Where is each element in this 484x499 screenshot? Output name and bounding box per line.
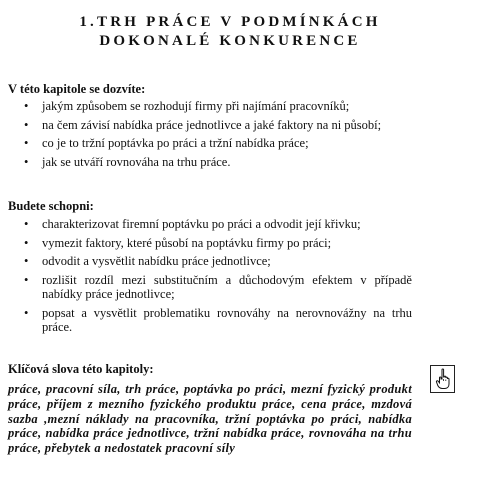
keywords-text: práce, pracovní síla, trh práce, poptávka po práci, mezní fyzický produkt práce, příjem z mezního fyzického produktu práce, cena práce, mzdová sazba ,mezní náklady na pracovníka, tržní poptávka po práci, nabídka práce, nabídka práce jednotlivce, tržní nabídka práce, rovnováha na trhu práce, přebytek a nedostatek pracovní síly (8, 382, 412, 456)
learn-item: • na čem závisí nabídka práce jednotlivce a jaké faktory na ni působí; (24, 117, 382, 132)
keywords-heading: Klíčová slova této kapitoly: (8, 362, 154, 376)
chapter-title-line2: DOKONALÉ KONKURENCE (99, 33, 361, 49)
bullet-icon: • (24, 154, 29, 169)
learn-item: • co je to tržní poptávka po práci a tržní nabídka práce; (24, 136, 309, 150)
chapter-title (0, 13, 460, 51)
able-item: • odvodit a vysvětlit nabídku práce jednotlivce; (24, 254, 271, 268)
bullet-icon: • (24, 136, 29, 150)
learn-item: • jak se utváří rovnováha na trhu práce. (24, 154, 231, 169)
learn-list (20, 99, 412, 173)
bullet-icon: • (24, 235, 29, 250)
able-heading: Budete schopni: (8, 199, 94, 213)
pointing-hand-icon (430, 365, 455, 393)
bullet-icon: • (24, 217, 29, 231)
pointing-hand-glyph (435, 368, 451, 390)
able-item: • vymezit faktory, které působí na poptávku firmy po práci; (24, 235, 332, 250)
able-item: • rozlišit rozdíl mezi substitučním a důchodovým efektem v případě nabídky práce jednotlivce; (24, 272, 412, 301)
chapter-title-line1: 1.TRH PRÁCE V PODMÍNKÁCH (79, 14, 381, 30)
bullet-icon: • (24, 99, 29, 113)
learn-item: • jakým způsobem se rozhodují firmy při najímání pracovníků; (24, 99, 350, 113)
learn-heading: V této kapitole se dozvíte: (8, 82, 146, 96)
able-list (20, 217, 412, 339)
bullet-icon: • (24, 254, 29, 268)
bullet-icon: • (24, 117, 29, 132)
bullet-icon: • (24, 272, 29, 287)
able-item: • charakterizovat firemní poptávku po práci a odvodit její křivku; (24, 217, 361, 231)
able-item: • popsat a vysvětlit problematiku rovnováhy na nerovnovážny na trhu práce. (24, 305, 412, 334)
bullet-icon: • (24, 305, 29, 320)
